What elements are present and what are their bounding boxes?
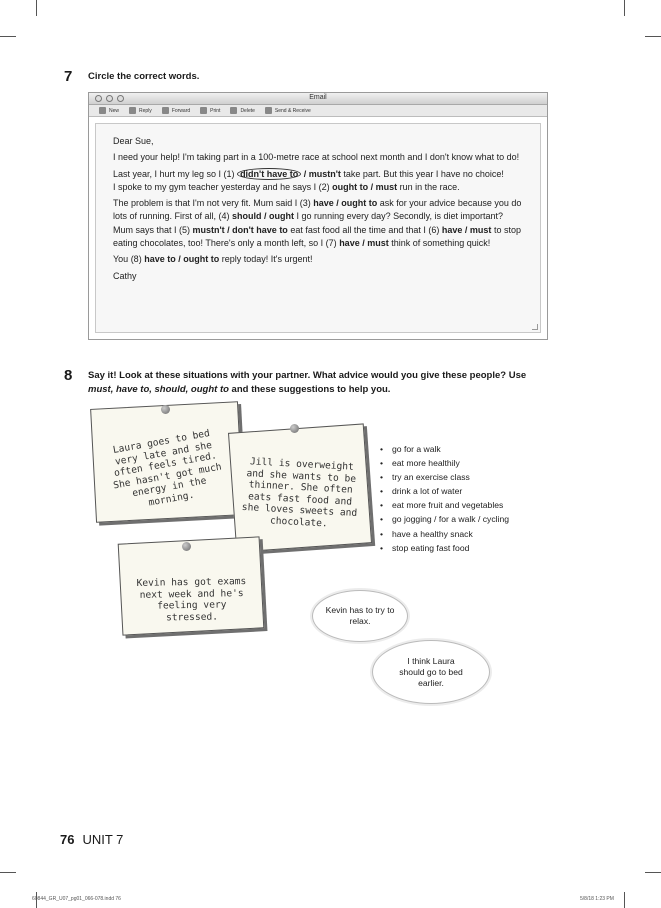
circled-answer: didn't have to — [237, 168, 301, 180]
note-kevin — [118, 536, 265, 635]
email-toolbar — [89, 105, 547, 117]
letter-signature: Cathy — [113, 270, 137, 281]
print-icon — [200, 107, 207, 114]
note-jill-text: Jill is overweight and she wants to be thinner. She often eats fast food and she loves sweets and chocolate. — [241, 456, 358, 529]
email-letter — [113, 135, 523, 286]
list-item: • have a healthy snack — [380, 527, 509, 541]
slug-right: 5/8/18 1:23 PM — [580, 896, 614, 902]
reply-icon — [129, 107, 136, 114]
email-body — [95, 123, 541, 333]
crop-mark — [645, 36, 661, 37]
list-item: • eat more fruit and vegetables — [380, 498, 509, 512]
crop-mark — [0, 36, 16, 37]
letter-greeting: Dear Sue, — [113, 136, 154, 146]
crop-mark — [645, 872, 661, 873]
toolbar-forward-button[interactable]: Forward — [162, 107, 190, 114]
toolbar-delete-button[interactable]: Delete — [230, 107, 254, 114]
crop-mark — [0, 872, 16, 873]
letter-paragraph: I spoke to my gym teacher yesterday and he says I (2) ought to / must run in the race. — [113, 181, 460, 192]
letter-paragraph: I need your help! I'm taking part in a 100-metre race at school next month and I don't know what to do! — [113, 152, 520, 163]
page-number: 76 — [60, 832, 75, 847]
suggestions-list — [380, 442, 509, 555]
crop-mark — [36, 0, 37, 16]
exercise-8-instruction: Say it! Look at these situations with your partner. What advice would you give these people? Use must, have to, should, ought to and these suggestions to help you. — [88, 370, 527, 395]
list-item: • drink a lot of water — [380, 484, 509, 498]
email-titlebar — [89, 93, 547, 105]
note-laura — [90, 401, 244, 523]
email-window — [88, 92, 548, 340]
list-item: • go for a walk — [380, 442, 509, 456]
letter-paragraph: You (8) have to / ought to reply today! It's urgent! — [113, 254, 313, 265]
exercise-8-number: 8 — [64, 367, 73, 384]
crop-mark — [624, 892, 625, 908]
toolbar-new-button[interactable]: New — [99, 107, 119, 114]
list-item: • stop eating fast food — [380, 541, 509, 555]
new-icon — [99, 107, 106, 114]
exercise-7-instruction: Circle the correct words. — [88, 71, 200, 82]
email-window-title: Email — [309, 94, 327, 101]
slug-left: 60844_GR_U07_pg01_066-078.indd 76 — [32, 896, 121, 902]
pin-icon — [182, 542, 191, 551]
note-kevin-text: Kevin has got exams next week and he's feeling very stressed. — [136, 576, 247, 623]
toolbar-print-button[interactable]: Print — [200, 107, 220, 114]
list-item: • try an exercise class — [380, 470, 509, 484]
list-item: • go jogging / for a walk / cycling — [380, 512, 509, 526]
pin-icon — [161, 405, 170, 414]
send-receive-icon — [265, 107, 272, 114]
speech-bubble-laura: I think Laura should go to bed earlier. — [372, 640, 490, 704]
exercise-7-number: 7 — [64, 68, 73, 85]
toolbar-reply-button[interactable]: Reply — [129, 107, 152, 114]
note-jill — [228, 423, 372, 552]
unit-label: UNIT 7 — [82, 832, 124, 847]
letter-paragraph: Last year, I hurt my leg so I (1) didn't have to / mustn't take part. But this year I have no choice! — [113, 168, 504, 179]
resize-handle-icon[interactable] — [532, 324, 538, 330]
crop-mark — [624, 0, 625, 16]
pin-icon — [290, 424, 299, 433]
note-laura-text: Laura goes to bed very late and she often feels tired. She hasn't got much energy in the morning. — [112, 428, 223, 509]
toolbar-send-receive-button[interactable]: Send & Receive — [265, 107, 311, 114]
letter-paragraph: The problem is that I'm not very fit. Mum said I (3) have / ought to ask for your advice because you do lots of running. First of all, (4) should / ought I go running every day? Secondly, is diet important? Mum says that I (5) mustn't / don't have to eat fast food all the time and that I (6) have / must to stop eating chocolates, too! There's only a month left, so I (7) have / must think of something quick! — [113, 198, 522, 249]
forward-icon — [162, 107, 169, 114]
speech-bubble-kevin: Kevin has to try to relax. — [312, 590, 408, 642]
delete-icon — [230, 107, 237, 114]
list-item: • eat more healthily — [380, 456, 509, 470]
page-footer — [60, 832, 123, 847]
